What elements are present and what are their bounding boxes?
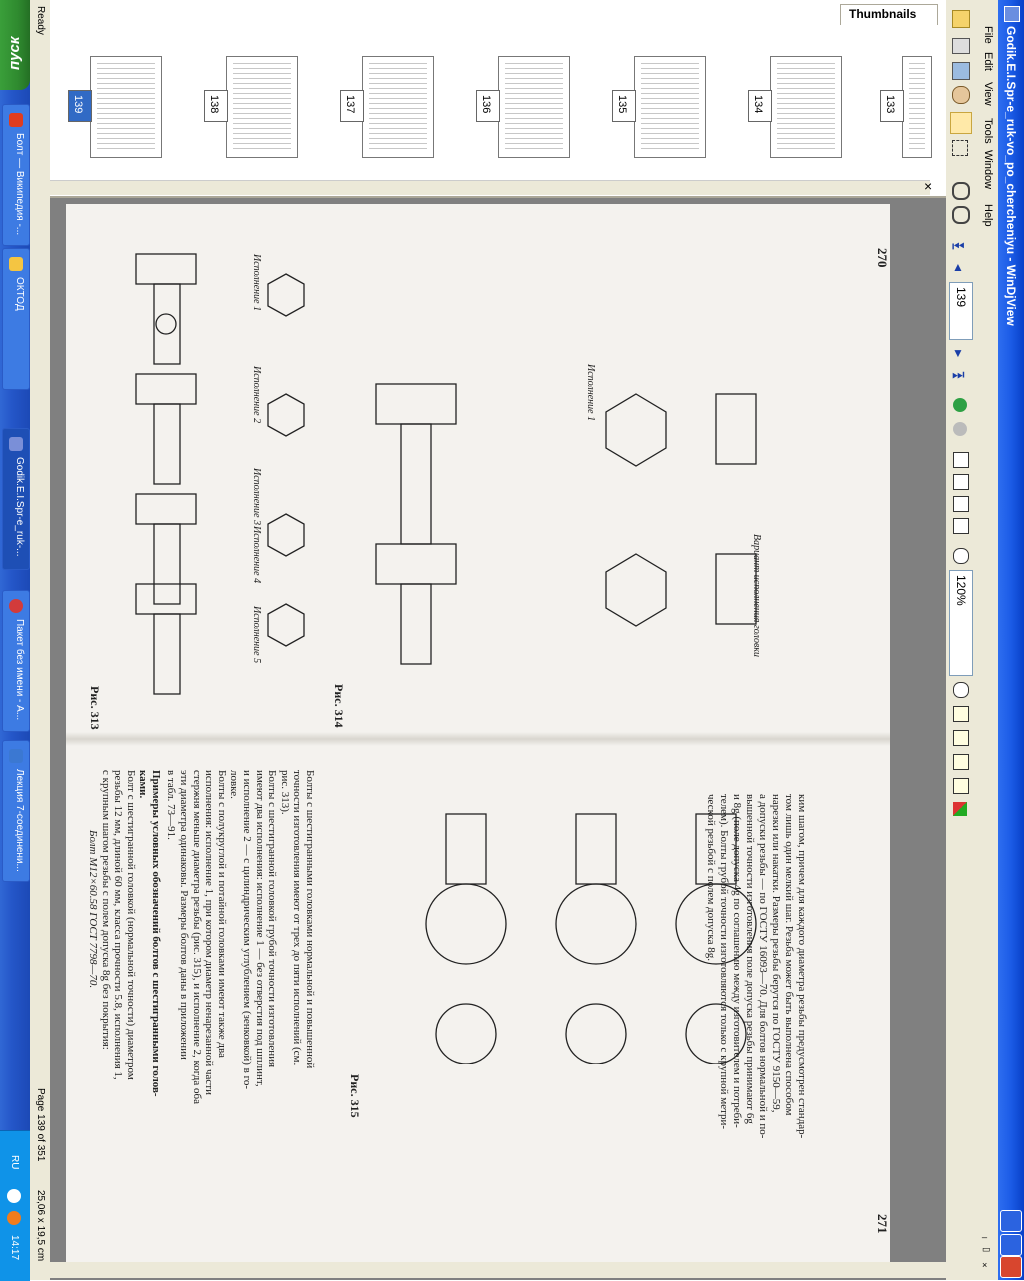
back-icon[interactable] [953, 398, 967, 412]
taskbar-item-label: ОКТОД [14, 277, 25, 311]
menu-view[interactable]: View [982, 82, 994, 106]
page-number-input[interactable]: 139 [949, 282, 973, 340]
menu-help[interactable]: Help [982, 204, 994, 227]
mdi-minimize-icon[interactable]: _ [982, 1228, 988, 1238]
status-bar [30, 0, 51, 1280]
taskbar-item-label: Лекция 7-соединени... [14, 769, 25, 872]
minimize-icon[interactable] [1000, 1210, 1022, 1232]
start-button[interactable] [0, 0, 30, 90]
continuous-facing-icon[interactable] [953, 518, 969, 534]
open-icon[interactable] [952, 10, 970, 28]
figure-314-caption: Рис. 314 [332, 684, 346, 728]
document-page [66, 204, 890, 1278]
app-icon[interactable] [1004, 6, 1020, 22]
figure-313-drawing [106, 244, 346, 714]
taskbar-item-oktod[interactable] [2, 248, 30, 390]
document-icon [9, 749, 23, 763]
taskbar-item-lecture[interactable] [2, 740, 30, 882]
print-icon[interactable] [952, 38, 970, 54]
thumbnail-133[interactable] [902, 56, 932, 158]
exec-label: Исполнение 1 [585, 364, 596, 422]
variant-label: Вариант исполнения головки [751, 534, 762, 658]
zoom-minus-icon[interactable] [953, 548, 969, 564]
zoom-in-icon[interactable] [952, 182, 970, 200]
thumbnail-label: 134 [748, 90, 772, 122]
thumbnail-139[interactable] [90, 56, 162, 158]
thumbnail-label: 133 [880, 90, 904, 122]
thumbnail-138[interactable] [226, 56, 298, 158]
page-number-right: 271 [875, 1214, 890, 1234]
exec-label: Исполнение 5 [251, 606, 262, 664]
actual-size-icon[interactable] [953, 754, 969, 770]
taskbar-item-wiki[interactable] [2, 104, 30, 246]
menu-bar [976, 0, 998, 1280]
next-page-icon[interactable]: ▼ [952, 346, 964, 360]
figure-315-caption: Рис. 315 [348, 1074, 362, 1118]
thumbnail-label: 136 [476, 90, 500, 122]
start-label: пуск [6, 36, 23, 70]
document-hscrollbar[interactable] [50, 1262, 946, 1278]
exec-label: Исполнение 2 [251, 366, 262, 424]
page-gutter [66, 732, 890, 746]
title-bar [998, 0, 1024, 1280]
text-block-examples: Примеры условных обозначений болтов с шестигранными голов- ками. Болт с шестигранной головкой (нормальной точности) диаметром резьбы 12 мм, длиной 60 мм, класса прочности 5.8, исполнения 1, с крупным шагом резьбы с полем допуска 8g без покрытия: Болт М12×60.58 ГОСТ 7798—70. [87, 770, 162, 1097]
thumbnails-hscrollbar[interactable] [50, 178, 933, 195]
tray-clock: 14:17 [9, 1235, 20, 1261]
maximize-icon[interactable] [1000, 1234, 1022, 1256]
single-page-icon[interactable] [953, 452, 969, 468]
zoom-plus-icon[interactable] [953, 682, 969, 698]
forward-icon[interactable] [953, 422, 967, 436]
menu-file[interactable]: File [982, 26, 994, 44]
thumbnail-label: 137 [340, 90, 364, 122]
thumbnail-136[interactable] [498, 56, 570, 158]
tab-thumbnails[interactable]: Thumbnails [840, 4, 938, 25]
exec-label: Исполнение 4 [251, 526, 262, 584]
menu-window[interactable]: Window [982, 150, 994, 190]
taskbar-item-package[interactable] [2, 590, 30, 732]
thumbnail-137[interactable] [362, 56, 434, 158]
mdi-close-icon[interactable]: × [982, 1260, 988, 1270]
browser-icon [9, 113, 23, 127]
fit-page-alt-icon[interactable] [953, 778, 969, 794]
exec-label: Исполнение 3 [251, 468, 262, 526]
status-ready: Ready [35, 6, 46, 35]
menu-tools[interactable]: Tools [982, 118, 994, 144]
thumbnails-pane [50, 0, 946, 198]
prev-page-icon[interactable]: ▲ [952, 260, 964, 274]
menu-edit[interactable]: Edit [982, 52, 994, 71]
taskbar-item-label: Болт — Википедия -... [14, 133, 25, 236]
window-title: Godik.E.I.Spr-e_ruk-vo_po_chercheniyu - WinDjView [1004, 26, 1018, 326]
taskbar [0, 0, 30, 1280]
close-icon[interactable] [1000, 1256, 1022, 1278]
status-size: 25,06 x 19,5 cm [35, 1190, 46, 1262]
app-icon [9, 599, 23, 613]
thumbnails-close-icon[interactable]: × [924, 178, 933, 194]
thumbnail-label: 138 [204, 90, 228, 122]
network-icon[interactable] [7, 1189, 21, 1203]
taskbar-item-windjview[interactable] [2, 428, 30, 570]
folder-icon [9, 257, 23, 271]
thumbnail-134[interactable] [770, 56, 842, 158]
continuous-icon[interactable] [953, 474, 969, 490]
thumbnail-135[interactable] [634, 56, 706, 158]
hand-tool-active-icon[interactable] [950, 112, 972, 134]
fit-width-icon[interactable] [953, 706, 969, 722]
zoom-out-icon[interactable] [952, 206, 970, 224]
thumbnail-label: 139 [68, 90, 92, 122]
figure-313-caption: Рис. 313 [88, 686, 102, 730]
page-number-left: 270 [875, 248, 890, 268]
taskbar-item-label: Пакет без имени - А... [14, 619, 25, 721]
taskbar-item-label: Godik.E.I.Spr-e_ruk-... [14, 457, 25, 557]
find-icon[interactable] [952, 62, 970, 80]
last-page-icon[interactable]: ⏭ [952, 366, 965, 382]
first-page-icon[interactable]: ⏮ [952, 238, 965, 254]
exec-label: Исполнение 1 [251, 254, 262, 312]
hand-tool-icon[interactable] [952, 86, 970, 104]
tray-language[interactable]: RU [9, 1155, 20, 1170]
select-tool-icon[interactable] [952, 140, 968, 156]
toolbar [946, 0, 977, 1280]
display-mode-icon[interactable] [953, 802, 967, 816]
fit-page-icon[interactable] [953, 730, 969, 746]
figure-314-drawing [346, 354, 766, 674]
thumbnail-label: 135 [612, 90, 636, 122]
zoom-select[interactable]: 120% [949, 570, 973, 676]
status-page-info: Page 139 of 351 [35, 1088, 46, 1162]
mdi-restore-icon[interactable]: ▭ [982, 1244, 991, 1254]
text-block-bolts: Болты с шестигранными головками нормальной и повышенной точности изготовления имеют от трех до пяти исполнений (см. рис. 313). Болты с шестигранной головкой грубой точности изготовления имеют два исполнения: исполнение 1 — без отверстия под шплинт, и исполнение 2 — с цилиндрическим углублением (зенковкой) в го- ловке. Болты с полукруглой и потайной головками имеют также два исполнения: исполнение 1, при котором диаметр ненарезанной части стержня меньше диаметра резьбы (рис. 315), и исполнение 2, когда оба эти диаметра одинаковы. Размеры болтов даны в приложении в табл. 73—91. [165, 770, 316, 1104]
text-block-top: ким шагом, причем для каждого диаметра резьбы предусмотрен стандар- том лишь один мелкий шаг. Резьба может быть выполнена способом нарезки или накатки. Размеры резьбы берутся по ГОСТУ 9150—59, а допуски резьбы — по ГОСТУ 16093—70. Для болтов нормальной и по- вышенной точности изготовления поле допуска резьбы принимают 6g и 8g (поле допуска 4g по соглашению между изготовителем и потреби- телем). Болты грубой точности изготовляются только с крупной метри- ческой резьбой с полем допуска 8g. [705, 794, 808, 1139]
windjview-icon [9, 437, 23, 451]
app-tray-icon[interactable] [7, 1211, 21, 1225]
system-tray [0, 1130, 30, 1281]
facing-icon[interactable] [953, 496, 969, 512]
